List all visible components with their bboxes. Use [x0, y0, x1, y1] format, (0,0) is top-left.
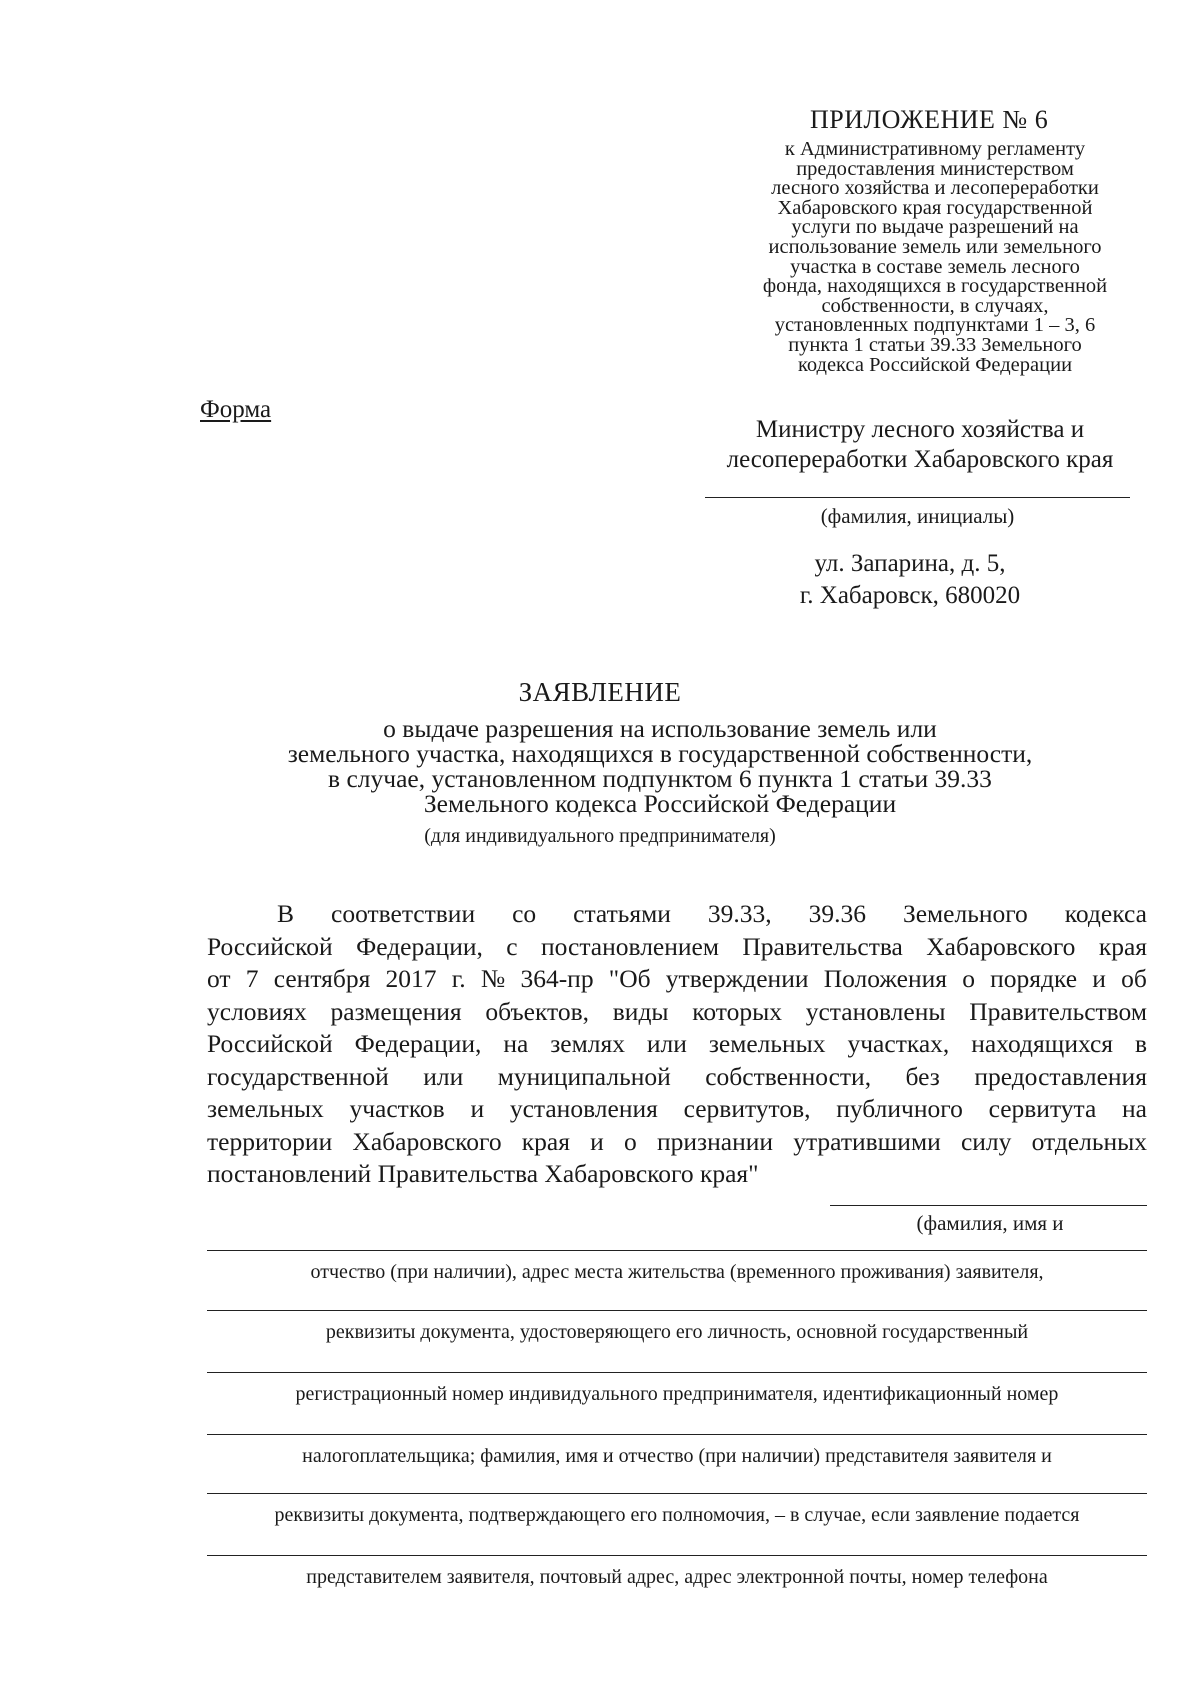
appendix-line: использование земель или земельного — [768, 235, 1102, 258]
fill-row — [207, 1493, 1147, 1527]
body-word: Федерации, — [354, 1029, 482, 1058]
appendix-reference — [740, 140, 1130, 375]
addressee-line: Министру лесного хозяйства и — [755, 416, 1085, 443]
addressee-name-caption: (фамилия, инициалы) — [820, 504, 1015, 528]
body-word: отдельных — [1031, 1126, 1147, 1156]
body-word: от — [207, 964, 231, 993]
body-word: г. — [451, 964, 466, 993]
form-label: Форма — [200, 396, 272, 423]
body-word: установлены — [805, 996, 946, 1026]
body-word: или — [646, 1029, 687, 1058]
body-last-line — [207, 1158, 1147, 1191]
body-line — [207, 1093, 1147, 1126]
body-word: Российской — [207, 931, 333, 961]
body-word: утратившими — [793, 1126, 941, 1156]
fill-line[interactable] — [207, 1434, 1147, 1435]
fill-line[interactable] — [207, 1250, 1147, 1251]
body-word: 2017 — [385, 964, 437, 993]
body-line — [207, 1028, 1147, 1061]
body-word: с — [506, 931, 518, 961]
applicant-name-blank[interactable] — [830, 1205, 1147, 1206]
fill-row — [207, 1555, 1147, 1589]
body-word: предоставления — [974, 1061, 1147, 1091]
appendix-line: участка в составе земель лесного — [790, 255, 1080, 278]
body-word: или — [423, 1061, 464, 1091]
body-word: статьями — [573, 899, 671, 928]
body-word: 364-пр — [520, 964, 594, 993]
body-word: сервитута — [988, 1094, 1097, 1123]
body-word: условиях — [207, 996, 307, 1026]
appendix-line: кодекса Российской Федерации — [797, 353, 1073, 376]
appendix-line: пункта 1 статьи 39.33 Земельного — [788, 333, 1082, 356]
body-word: и — [470, 1094, 485, 1123]
body-word: кодекса — [1064, 899, 1147, 928]
body-line — [207, 931, 1147, 964]
body-word: В — [277, 899, 295, 928]
body-line — [207, 963, 1147, 996]
body-word: и — [590, 1126, 604, 1156]
body-word: Положения — [823, 964, 947, 993]
body-line — [207, 1126, 1147, 1159]
appendix-line: установленных подпунктами 1 – 3, 6 — [774, 314, 1096, 337]
fill-line[interactable] — [207, 1310, 1147, 1311]
body-word: публичного — [836, 1094, 963, 1123]
body-word: установления — [509, 1094, 658, 1123]
subtitle-line: в случае, установленном подпунктом 6 пункта 1 статьи 39.33 — [328, 764, 992, 793]
body-word: постановлением — [540, 931, 719, 961]
body-line — [207, 898, 1147, 931]
body-word: участков — [349, 1094, 445, 1123]
statement-title: ЗАЯВЛЕНИЕ — [518, 677, 682, 707]
fill-caption: налогоплательщика; фамилия, имя и отчество (при наличии) представителя заявителя и — [302, 1445, 1052, 1467]
fill-line[interactable] — [207, 1555, 1147, 1556]
address-line: ул. Запарина, д. 5, — [814, 550, 1006, 577]
body-word: земельных — [207, 1094, 324, 1123]
fill-row — [207, 1310, 1147, 1344]
body-word: о — [624, 1126, 637, 1156]
statement-subtitle — [200, 716, 1120, 816]
appendix-line: предоставления министерством — [796, 157, 1074, 180]
fill-caption: отчество (при наличии), адрес места жительства (временного проживания) заявителя, — [310, 1261, 1044, 1283]
fill-row — [207, 1372, 1147, 1406]
appendix-line: услуги по выдаче разрешений на — [791, 216, 1079, 239]
body-word: территории — [207, 1126, 333, 1156]
body-word: Правительством — [969, 996, 1147, 1026]
appendix-line: фонда, находящихся в государственной — [762, 275, 1108, 298]
statement-note: (для индивидуального предпринимателя) — [424, 825, 776, 847]
body-word: находящихся — [971, 1029, 1114, 1058]
fill-caption: реквизиты документа, подтверждающего его полномочия, – в случае, если заявление подается — [274, 1504, 1080, 1526]
body-word: о — [962, 964, 975, 993]
body-word: Хабаровского — [926, 931, 1076, 961]
body-word: на — [1122, 1094, 1147, 1123]
fill-row — [207, 1250, 1147, 1284]
body-word: землях — [550, 1029, 625, 1058]
fill-caption: реквизиты документа, удостоверяющего его личность, основной государственный — [325, 1321, 1029, 1343]
body-word: на — [503, 1029, 529, 1058]
addressee-line: лесопереработки Хабаровского края — [726, 446, 1114, 473]
subtitle-line: земельного участка, находящихся в государственной собственности, — [287, 739, 1033, 768]
address-line: г. Хабаровск, 680020 — [799, 582, 1021, 609]
fill-line[interactable] — [207, 1372, 1147, 1373]
appendix-line: собственности, в случаях, — [821, 294, 1049, 317]
body-line — [207, 996, 1147, 1029]
body-word: земельных — [708, 1029, 826, 1058]
body-word: Правительства — [742, 931, 903, 961]
body-word: государственной — [207, 1061, 389, 1091]
body-word: муниципальной — [497, 1061, 671, 1091]
body-word: размещения — [330, 996, 462, 1026]
addressee-name-blank[interactable] — [705, 497, 1130, 498]
body-word: № — [480, 964, 506, 993]
body-word: которых — [692, 996, 782, 1026]
body-word: сентября — [273, 964, 371, 993]
addressee — [690, 415, 1150, 475]
body-word: участках, — [847, 1029, 950, 1058]
body-word: силу — [960, 1126, 1012, 1156]
body-word: Земельного — [902, 899, 1028, 928]
body-word: в — [1134, 1029, 1147, 1058]
body-word: утверждении — [665, 964, 809, 993]
body-word: и — [1092, 964, 1106, 993]
body-word: 39.33, — [707, 899, 772, 928]
fill-caption: регистрационный номер индивидуального предпринимателя, идентификационный номер — [295, 1383, 1059, 1405]
body-word: сервитутов, — [683, 1094, 811, 1123]
appendix-line: Хабаровского края государственной — [777, 196, 1093, 219]
body-word: порядке — [990, 964, 1078, 993]
body-word: Федерации, — [356, 931, 483, 961]
applicant-name-caption: (фамилия, имя и — [916, 1211, 1064, 1235]
body-word: 7 — [245, 964, 259, 993]
body-paragraph — [207, 898, 1147, 1191]
body-word: Хабаровского — [352, 1126, 502, 1156]
subtitle-line: Земельного кодекса Российской Федерации — [423, 789, 897, 818]
body-word: соответствии — [331, 899, 476, 928]
appendix-line: к Административному регламенту — [784, 138, 1086, 160]
body-word: объектов, — [485, 996, 590, 1026]
body-word: об — [1121, 964, 1147, 993]
subtitle-line: о выдаче разрешения на использование земель или — [383, 714, 937, 743]
appendix-line: лесного хозяйства и лесопереработки — [771, 177, 1099, 200]
body-word: 39.36 — [808, 899, 866, 928]
body-last-line-text: постановлений Правительства Хабаровского края" — [207, 1159, 759, 1188]
addressee-address — [720, 548, 1100, 612]
body-word: собственности, — [705, 1061, 872, 1091]
body-word: со — [512, 899, 537, 928]
body-word: края — [521, 1126, 570, 1156]
fill-row — [207, 1434, 1147, 1468]
body-word: Российской — [207, 1029, 333, 1058]
body-word: без — [905, 1061, 940, 1091]
fill-caption: представителем заявителя, почтовый адрес, адрес электронной почты, номер телефона — [306, 1566, 1048, 1588]
body-word: виды — [612, 996, 669, 1026]
body-line — [207, 1061, 1147, 1094]
body-word: признании — [656, 1126, 774, 1156]
appendix-title: ПРИЛОЖЕНИЕ № 6 — [810, 105, 1049, 134]
fill-line[interactable] — [207, 1493, 1147, 1494]
body-word: края — [1098, 931, 1147, 961]
body-word: "Об — [608, 964, 651, 993]
